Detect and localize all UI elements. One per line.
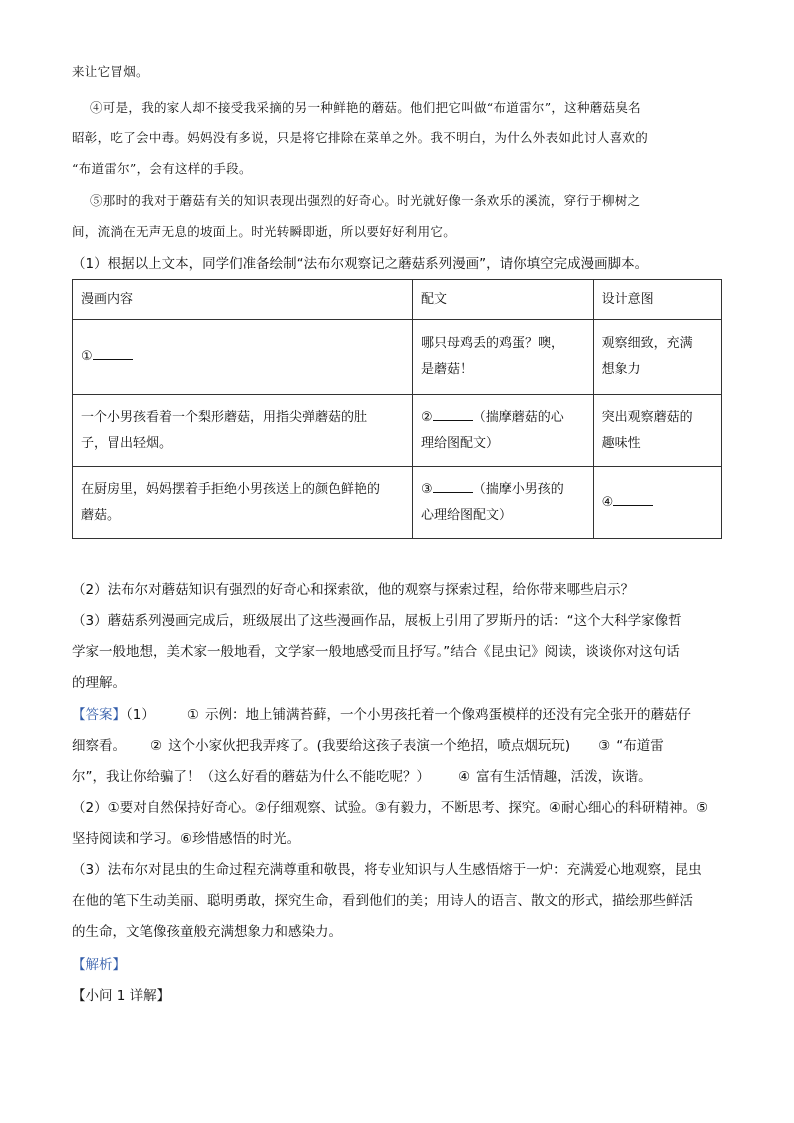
answer-line: （3）法布尔对昆虫的生命过程充满尊重和敬畏，将专业知识与人生感悟熔于一炉：充满爱心地观察，昆虫 <box>72 862 702 878</box>
passage-paragraph-5-line: ⑤那时的我对于蘑菇有关的知识表现出强烈的好奇心。时光就好像一条欢乐的溪流，穿行于柳树之 <box>90 193 641 208</box>
table-row <box>73 320 722 395</box>
fill-in-blank <box>613 491 653 506</box>
table-cell-content <box>73 320 413 395</box>
answer-line <box>72 767 652 787</box>
question-3-line: （3）蘑菇系列漫画完成后，班级展出了这些漫画作品，展板上引用了罗斯丹的话：“这个大科学家像哲 <box>72 613 682 629</box>
passage-paragraph-4-line: ④可是，我的家人却不接受我采摘的另一种鲜艳的蘑菇。他们把它叫做“布道雷尔”，这种蘑菇臭名 <box>90 100 641 115</box>
intent-text: 突出观察蘑菇的 <box>601 409 693 425</box>
question-1-prompt: （1）根据以上文本，同学们准备绘制“法布尔观察记之蘑菇系列漫画”，请你填空完成漫画脚本。 <box>72 256 649 272</box>
blank-number: ② <box>421 409 433 425</box>
answer-line: 坚持阅读和学习。⑥珍惜感悟的时光。 <box>72 831 301 847</box>
intent-text: 想象力 <box>601 362 641 377</box>
comic-script-table <box>72 279 722 539</box>
answer-item-number: ② <box>150 738 163 754</box>
answer-text: 这个小家伙把我弄疼了。(我要给这孩子表演一个绝招，喷点烟玩玩) <box>168 738 571 754</box>
table-cell-content <box>73 467 413 539</box>
answer-line <box>72 736 664 756</box>
content-text: 蘑菇。 <box>81 507 121 523</box>
content-text: 子，冒出轻烟。 <box>81 435 173 451</box>
answer-line: 的生命，文笔像孩童般充满想象力和感染力。 <box>72 924 342 940</box>
table-row <box>73 395 722 467</box>
answer-label: 【答案】 <box>72 707 126 723</box>
answer-text: 细察看。 <box>72 738 126 754</box>
intent-text: 趣味性 <box>601 435 641 451</box>
answer-line: （2）①要对自然保持好奇心。②仔细观察、试验。③有毅力，不断思考、探究。④耐心细心的科研精神。⑤ <box>72 800 709 816</box>
table-header-cell: 配文 <box>413 280 594 320</box>
fill-in-blank <box>93 345 133 360</box>
caption-text: 哪只母鸡丢的鸡蛋？噢， <box>421 336 565 351</box>
table-header-cell: 漫画内容 <box>73 280 413 320</box>
table-cell-intent <box>593 467 721 539</box>
answer-text: “布道雷 <box>616 738 664 754</box>
table-header-cell: 设计意图 <box>593 280 721 320</box>
answer-number: （1） <box>126 707 155 723</box>
table-cell-intent <box>593 320 721 395</box>
answer-item-number: ① <box>186 707 199 723</box>
caption-text: （揣摩蘑菇的心 <box>472 409 564 425</box>
table-cell-caption <box>413 395 594 467</box>
answer-line: 在他的笔下生动美丽、聪明勇敢，探究生命，看到他们的美；用诗人的语言、散文的形式，描绘那些鲜活 <box>72 893 693 909</box>
passage-paragraph-4-line: 昭彰，吃了会中毒。妈妈没有多说，只是将它排除在菜单之外。我不明白，为什么外表如此讨人喜欢的 <box>72 130 649 145</box>
question-2-prompt: （2）法布尔对蘑菇知识有强烈的好奇心和探索欲，他的观察与探索过程，给你带来哪些启示？ <box>72 582 635 598</box>
analysis-label: 【解析】 <box>72 957 126 973</box>
table-cell-caption <box>413 467 594 539</box>
table-header-row <box>73 280 722 320</box>
table-cell-content <box>73 395 413 467</box>
table-row <box>73 467 722 539</box>
answer-line <box>72 705 691 725</box>
intent-text: 观察细致，充满 <box>601 336 693 351</box>
caption-text: 是蘑菇！ <box>421 362 474 377</box>
answer-text: 尔”，我让你给骗了！（这么好看的蘑菇为什么不能吃呢？） <box>72 769 430 785</box>
answer-item-number: ③ <box>598 738 611 754</box>
caption-text: （揣摩小男孩的 <box>472 481 564 497</box>
answer-item-number: ④ <box>458 769 471 785</box>
content-text: 在厨房里，妈妈摆着手拒绝小男孩送上的颜色鲜艳的 <box>81 481 381 497</box>
caption-text: 理给图配文） <box>421 435 500 451</box>
blank-number: ① <box>81 349 93 364</box>
content-text: 一个小男孩看着一个梨形蘑菇，用指尖弹蘑菇的肚 <box>81 409 368 425</box>
blank-number: ④ <box>601 494 614 510</box>
passage-paragraph-5-line: 间，流淌在无声无息的坡面上。时光转瞬即逝，所以要好好利用它。 <box>72 224 457 239</box>
question-3-line: 学家一般地想，美术家一般地看，文学家一般地感受而且抒写。”结合《昆虫记》阅读，谈谈你对这句话 <box>72 644 680 660</box>
question-3-line: 的理解。 <box>72 675 126 691</box>
answer-text: 富有生活情趣，活泼，诙谐。 <box>476 769 652 785</box>
fill-in-blank <box>433 406 473 421</box>
table-cell-caption <box>413 320 594 395</box>
table-cell-intent <box>593 395 721 467</box>
caption-text: 心理给图配文） <box>421 507 513 523</box>
passage-paragraph-4-line: “布道雷尔”，会有这样的手段。 <box>72 161 252 176</box>
fill-in-blank <box>433 478 473 493</box>
answer-text: 示例：地上铺满苔藓，一个小男孩托着一个像鸡蛋模样的还没有完全张开的蘑菇仔 <box>204 707 691 723</box>
analysis-subheading: 【小问 1 详解】 <box>72 988 171 1004</box>
passage-line: 来让它冒烟。 <box>72 64 149 79</box>
blank-number: ③ <box>421 481 433 497</box>
